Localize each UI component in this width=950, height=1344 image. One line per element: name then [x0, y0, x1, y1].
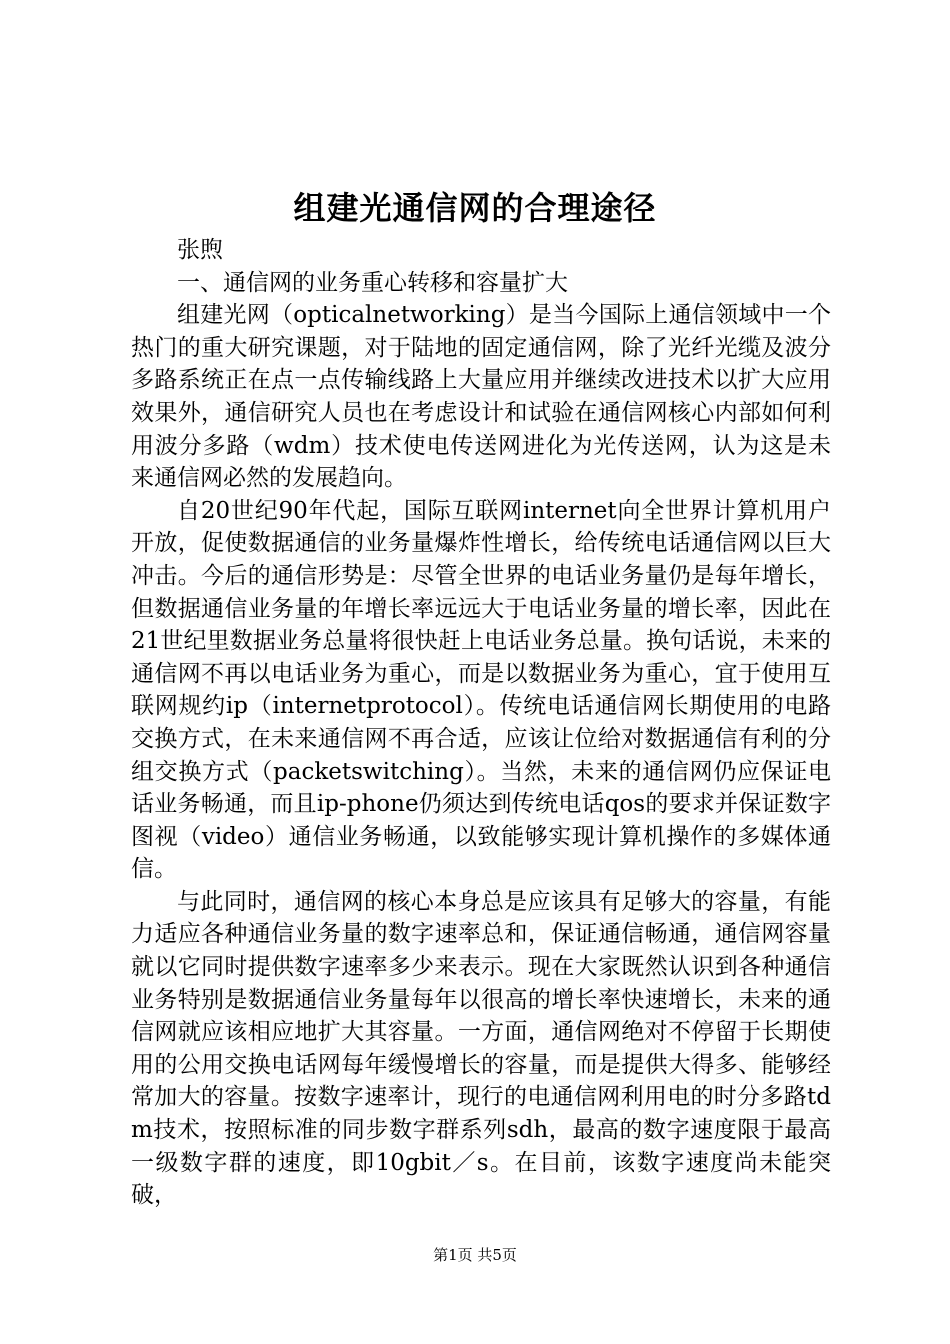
- paragraph: 自20世纪90年代起，国际互联网internet向全世界计算机用户开放，促使数据通信的业务量爆炸性增长，给传统电话通信网以巨大冲击。今后的通信形势是：尽管全世界的电话业务量仍是每年增长，但数据通信业务量的年增长率远远大于电话业务量的增长率，因此在21世纪里数据业务总量将很快赶上电话业务总量。换句话说，未来的通信网不再以电话业务为重心，而是以数据业务为重心，宜于使用互联网规约ip（internetprotocol）。传统电话通信网长期使用的电路交换方式，在未来通信网不再合适，应该让位给对数据通信有利的分组交换方式（packetswitching）。当然，未来的通信网仍应保证电话业务畅通，而且ip-phone仍须达到传统电话qos的要求并保证数字图视（video）通信业务畅通，以致能够实现计算机操作的多媒体通信。: [131, 497, 831, 883]
- page-footer: 第1页 共5页: [433, 1246, 517, 1264]
- section-heading: 一、通信网的业务重心转移和容量扩大: [177, 269, 568, 296]
- document-body: [131, 234, 831, 1212]
- author-line: 张煦: [177, 237, 223, 263]
- paragraph: 组建光网（opticalnetworking）是当今国际上通信领域中一个热门的重大研究课题，对于陆地的固定通信网，除了光纤光缆及波分多路系统正在点一点传输线路上大量应用并继续改进技术以扩大应用效果外，通信研究人员也在考虑设计和试验在通信网核心内部如何利用波分多路（wdm）技术使电传送网进化为光传送网，认为这是未来通信网必然的发展趋向。: [131, 302, 831, 492]
- document-title: 组建光通信网的合理途径: [293, 189, 657, 227]
- paragraph: 与此同时，通信网的核心本身总是应该具有足够大的容量，有能力适应各种通信业务量的数字速率总和，保证通信畅通，通信网容量就以它同时提供数字速率多少来表示。现在大家既然认识到各种通信业务特别是数据通信业务量每年以很高的增长率快速增长，未来的通信网就应该相应地扩大其容量。一方面，通信网绝对不停留于长期使用的公用交换电话网每年缓慢增长的容量，而是提供大得多、能够经常加大的容量。按数字速率计，现行的电通信网利用电的时分多路tdm技术，按照标准的同步数字群系列sdh，最高的数字速度限于最高一级数字群的速度，即10gbit／s。在目前，该数字速度尚未能突破，: [131, 888, 831, 1209]
